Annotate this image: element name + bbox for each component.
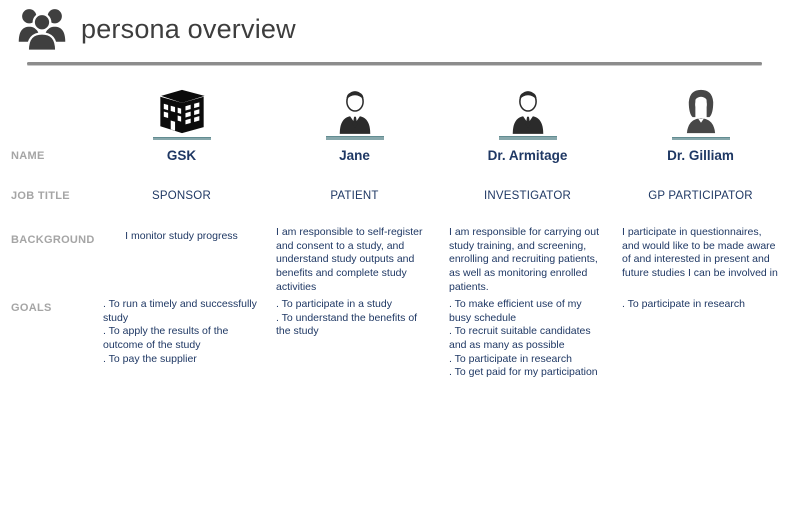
persona-name: Dr. Armitage — [487, 148, 568, 163]
background-row — [0, 226, 787, 298]
goal-item: . To participate in a study — [276, 298, 392, 310]
goal-item: . To participate in research — [449, 352, 572, 365]
persona-grid — [0, 86, 787, 380]
page-title: persona overview — [81, 13, 296, 44]
persona-background: I am responsible to self-register and consent to a study, and understand study outputs and benefits and complete study activities — [276, 226, 423, 293]
persona-job-title: GP PARTICIPATOR — [648, 190, 753, 202]
persona-goals — [95, 298, 268, 366]
persona-job-title: PATIENT — [330, 190, 379, 202]
persona-name: Jane — [339, 148, 370, 163]
icon-underline — [326, 136, 384, 140]
persona-name: GSK — [166, 148, 197, 163]
name-row — [0, 148, 787, 163]
persona-background: I participate in questionnaires, and would like to be made aware of and interested in present and future studies I can be involved in — [622, 226, 778, 279]
persona-icon-cell — [614, 88, 787, 140]
page-header — [18, 5, 296, 53]
row-label-background: BACKGROUND — [11, 234, 95, 246]
persona-icon-cell — [95, 88, 268, 140]
goal-item: . To participate in research — [622, 298, 745, 310]
persona-goals — [268, 298, 441, 339]
building-icon — [156, 88, 208, 135]
persona-goals — [614, 298, 787, 312]
goal-item: . To apply the results of the outcome of the study — [103, 325, 229, 351]
goal-item: . To run a timely and successfully study — [103, 298, 257, 324]
row-label-name: NAME — [11, 150, 45, 162]
female-person-icon — [679, 88, 723, 135]
header-divider — [27, 62, 762, 65]
persona-name: Dr. Gilliam — [667, 148, 734, 163]
row-label-job-title: JOB TITLE — [11, 190, 70, 202]
persona-background: I monitor study progress — [125, 230, 238, 242]
icon-underline — [499, 136, 557, 140]
row-label-goals: GOALS — [11, 302, 52, 314]
goal-item: . To pay the supplier — [103, 352, 197, 365]
persona-job-title: INVESTIGATOR — [484, 190, 571, 202]
business-person-icon — [507, 88, 549, 134]
icon-underline — [672, 137, 730, 140]
persona-icon-cell — [441, 88, 614, 140]
goal-item: . To make efficient use of my busy schedule — [449, 298, 582, 324]
goal-item: . To get paid for my participation — [449, 366, 598, 379]
persona-background: I am responsible for carrying out study training, and screening, enrolling and recruiting patients, as well as monitoring enrolled patients. — [449, 226, 599, 293]
goal-item: . To understand the benefits of the study — [276, 311, 418, 338]
goal-item: . To recruit suitable candidates and as many as possible — [449, 325, 591, 351]
job-title-row — [0, 190, 787, 202]
persona-goals — [441, 298, 614, 380]
business-person-icon — [334, 88, 376, 134]
people-group-icon — [18, 5, 66, 53]
persona-job-title: SPONSOR — [152, 190, 211, 202]
goals-row — [0, 298, 787, 380]
persona-icon-cell — [268, 88, 441, 140]
icons-row — [0, 86, 787, 144]
icon-underline — [153, 137, 211, 140]
